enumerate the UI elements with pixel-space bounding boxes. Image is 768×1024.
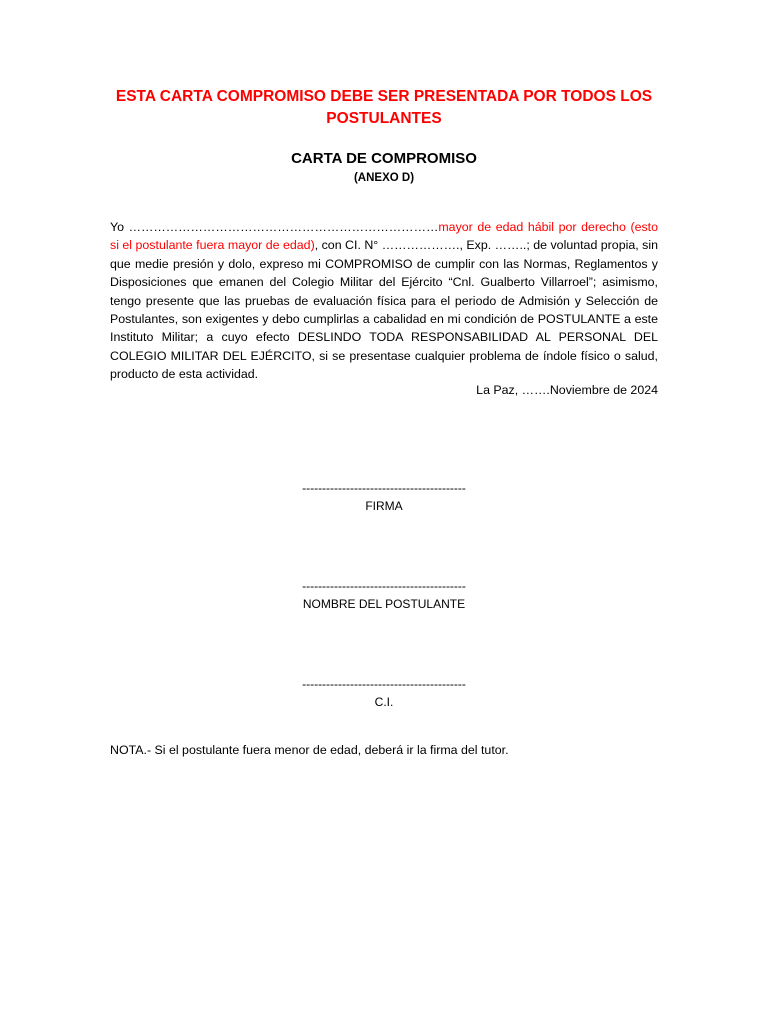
signature-block-firma bbox=[110, 479, 658, 515]
signature-line: ----------------------------------------- bbox=[302, 579, 466, 593]
commitment-paragraph bbox=[110, 218, 658, 384]
document-title: CARTA DE COMPROMISO bbox=[291, 150, 477, 167]
body-part-1: Yo ………………………………………………………………… bbox=[110, 220, 439, 234]
signature-label-firma: FIRMA bbox=[365, 499, 403, 513]
signature-block-ci bbox=[110, 675, 658, 711]
body-part-3: , con CI. N° ………………., Exp. ……..; de voluntad propia, sin que medie presión y dolo, expreso mi COMPROMISO de cumplir con las Normas, Reglamentos y Disposiciones que emanen del Colegio Militar del Ejército “Cnl. Gualberto Villarroel”; asimismo, tengo presente que las pruebas de evaluación física para el periodo de Admisión y Selección de Postulantes, son exigentes y debo cumplirlas a cabalidad en mi condición de POSTULANTE a este Instituto Militar; a cuyo efecto DESLINDO TODA RESPONSABILIDAD AL PERSONAL DEL COLEGIO MILITAR DEL EJÉRCITO, si se presentase cualquier problema de índole físico o salud, producto de esta actividad. bbox=[110, 238, 658, 382]
date-line: La Paz, …….Noviembre de 2024 bbox=[476, 383, 658, 397]
note-text: NOTA.- Si el postulante fuera menor de edad, deberá ir la firma del tutor. bbox=[110, 743, 509, 757]
document-subtitle: (ANEXO D) bbox=[353, 172, 415, 184]
signature-line: ----------------------------------------- bbox=[302, 481, 466, 495]
signature-label-nombre: NOMBRE DEL POSTULANTE bbox=[302, 597, 466, 611]
signature-label-ci: C.I. bbox=[374, 695, 394, 709]
warning-heading: ESTA CARTA COMPROMISO DEBE SER PRESENTADA POR TODOS LOS POSTULANTES bbox=[115, 88, 653, 127]
signature-block-nombre bbox=[110, 577, 658, 613]
signature-line: ----------------------------------------- bbox=[302, 677, 466, 691]
body-part-2-red: mayor de edad hábil por derecho (esto si el postulante fuera mayor de edad) bbox=[110, 220, 658, 253]
